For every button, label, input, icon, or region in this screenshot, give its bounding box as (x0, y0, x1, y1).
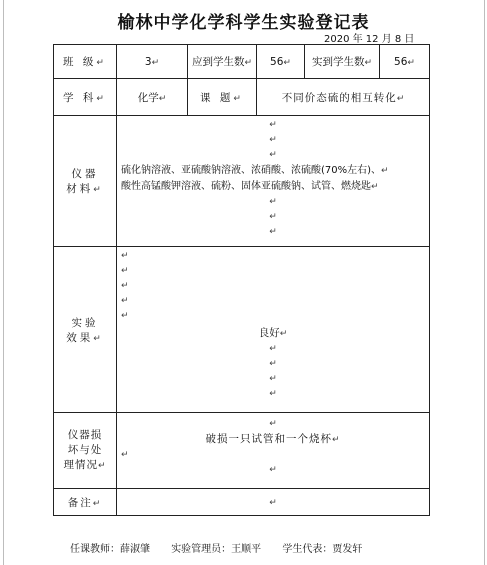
result-content-cell[interactable] (117, 247, 430, 413)
equipment-row (54, 116, 430, 247)
return-mark: ↵ (283, 57, 291, 68)
return-mark: ↵ (92, 498, 103, 509)
return-mark: ↵ (269, 344, 277, 354)
class-label: 班 级 (63, 56, 97, 68)
manager-signature: 实验管理员：王顺平 (171, 544, 262, 555)
topic-label-cell (188, 79, 257, 116)
equipment-content-cell[interactable] (117, 116, 430, 247)
registration-table (53, 44, 430, 516)
return-mark: ↵ (269, 135, 277, 145)
equipment-label-line1: 仪器 (71, 168, 99, 180)
document-title: 榆林中学化学科学生实验登记表 (117, 13, 370, 33)
topic-value-cell[interactable] (257, 79, 430, 116)
return-mark: ↵ (269, 498, 277, 508)
return-mark: ↵ (407, 57, 415, 68)
return-mark: ↵ (269, 227, 277, 237)
remarks-label-cell (54, 489, 117, 516)
expected-count-label: 应到学生数 (191, 56, 245, 68)
return-mark: ↵ (244, 58, 253, 68)
return-mark: ↵ (96, 93, 107, 104)
return-mark: ↵ (269, 374, 277, 384)
return-mark: ↵ (158, 93, 167, 104)
class-value: 3 (144, 55, 152, 68)
return-mark: ↵ (93, 333, 104, 344)
subject-value-cell[interactable] (117, 79, 188, 116)
return-mark: ↵ (269, 419, 277, 429)
page-border-right (484, 0, 485, 565)
actual-count-label: 实到学生数 (311, 56, 365, 68)
actual-value-cell[interactable] (380, 45, 430, 79)
damage-content-cell[interactable] (117, 413, 430, 489)
return-mark: ↵ (331, 435, 341, 445)
return-mark: ↵ (364, 58, 373, 68)
return-mark: ↵ (121, 281, 129, 291)
return-mark: ↵ (121, 251, 129, 261)
damage-label-line3: 理情况 (63, 458, 98, 471)
return-mark: ↵ (371, 182, 379, 192)
equipment-text-line1: 硫化钠溶液、亚硫酸钠溶液、浓硝酸、浓硫酸(70%左右)、 (121, 165, 382, 176)
expected-count-value: 56 (270, 55, 284, 68)
return-mark: ↵ (121, 266, 129, 276)
damage-label-line2: 坏与处 (67, 443, 103, 456)
subject-row (54, 79, 430, 116)
remarks-content-cell[interactable] (117, 489, 430, 516)
equipment-label-line2: 材料 (66, 183, 94, 195)
return-mark: ↵ (279, 329, 288, 339)
damage-text: 破损一只试管和一个烧杯 (205, 433, 332, 445)
expected-label-cell (188, 45, 257, 79)
return-mark: ↵ (151, 57, 160, 68)
equipment-label-cell (54, 116, 117, 247)
subject-value: 化学 (137, 91, 159, 104)
class-row (54, 45, 430, 79)
return-mark: ↵ (93, 185, 104, 195)
expected-value-cell[interactable] (257, 45, 305, 79)
page-border-left (3, 0, 4, 565)
record-date: 2020 年 12 月 8 日 (324, 34, 415, 45)
subject-label-cell (54, 79, 117, 116)
damage-label-line1: 仪器损 (67, 428, 103, 441)
return-mark: ↵ (121, 311, 129, 321)
return-mark: ↵ (121, 450, 129, 460)
return-mark: ↵ (269, 212, 277, 222)
student-signature: 学生代表：贾发轩 (282, 544, 363, 555)
return-mark: ↵ (269, 197, 277, 207)
class-value-cell[interactable] (117, 45, 188, 79)
topic-label: 课 题 (200, 91, 234, 104)
damage-label-cell (54, 413, 117, 489)
return-mark: ↵ (96, 58, 107, 68)
return-mark: ↵ (396, 93, 405, 104)
damage-row (54, 413, 430, 489)
result-label-line1: 实验 (71, 316, 99, 329)
return-mark: ↵ (269, 150, 277, 160)
actual-label-cell (305, 45, 380, 79)
return-mark: ↵ (269, 120, 277, 130)
return-mark: ↵ (269, 389, 277, 399)
actual-count-value: 56 (394, 55, 408, 68)
remarks-row (54, 489, 430, 516)
return-mark: ↵ (381, 166, 389, 176)
return-mark: ↵ (97, 460, 107, 471)
signature-line (70, 540, 470, 555)
topic-value: 不同价态硫的相互转化 (281, 91, 397, 104)
result-label-cell (54, 247, 117, 413)
class-label-cell (54, 45, 117, 79)
teacher-signature: 任课教师：薛淑肇 (70, 544, 150, 555)
return-mark: ↵ (269, 359, 277, 369)
return-mark: ↵ (233, 93, 244, 104)
subject-label: 学 科 (63, 91, 97, 104)
return-mark: ↵ (269, 465, 277, 475)
return-mark: ↵ (121, 296, 129, 306)
equipment-text-line2: 酸性高锰酸钾溶液、硫粉、固体亚硫酸钠、试管、燃烧匙 (121, 181, 371, 192)
result-label-line2: 效果 (66, 331, 94, 344)
result-text: 良好 (258, 327, 280, 339)
remarks-label: 备注 (67, 496, 93, 509)
result-row (54, 247, 430, 413)
